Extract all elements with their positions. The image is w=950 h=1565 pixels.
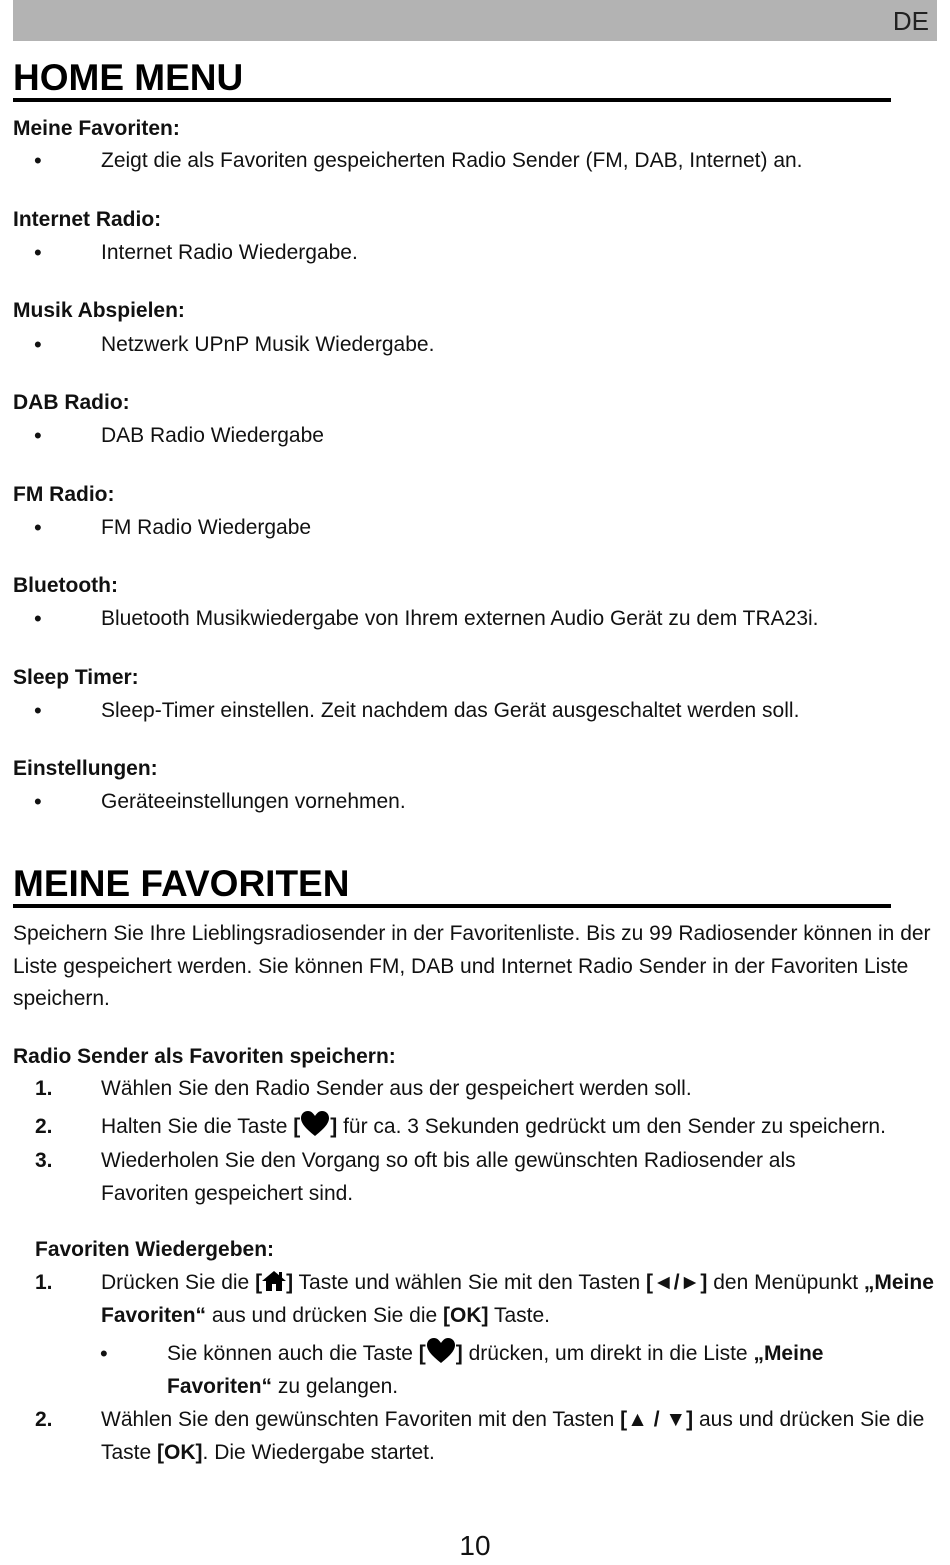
bracket: [ [418, 1342, 426, 1365]
item-desc: Geräteeinstellungen vornehmen. [101, 790, 406, 813]
step-text-part: den Menüpunkt [707, 1271, 864, 1294]
step-text-part: Halten Sie die Taste [101, 1115, 294, 1138]
step-number: 2. [35, 1408, 53, 1431]
item-desc: Sleep-Timer einstellen. Zeit nachdem das Gerät ausgeschaltet werden soll. [101, 699, 800, 722]
bracket: ] [455, 1342, 463, 1365]
item-title: Musik Abspielen: [13, 299, 185, 322]
bullet-icon: • [34, 148, 42, 173]
item-desc: Internet Radio Wiedergabe. [101, 241, 358, 264]
heart-icon [300, 1111, 330, 1137]
bullet-icon: • [34, 332, 42, 357]
step-text [101, 1404, 936, 1469]
save-section-title: Radio Sender als Favoriten speichern: [13, 1045, 396, 1068]
step-number: 2. [35, 1115, 53, 1138]
bullet-icon: • [34, 698, 42, 723]
step-text: Wählen Sie den Radio Sender aus der gespeichert werden soll. [101, 1077, 692, 1100]
bullet-icon: • [34, 789, 42, 814]
menu-name: „Meine Favoriten“ [101, 1271, 934, 1327]
item-desc: Zeigt die als Favoriten gespeicherten Radio Sender (FM, DAB, Internet) an. [101, 149, 803, 172]
item-title: Sleep Timer: [13, 666, 139, 689]
ok-key: [OK] [443, 1303, 489, 1327]
bullet-icon: • [34, 423, 42, 448]
bullet-icon: • [100, 1341, 108, 1366]
arrow-keys: [▲ / ▼] [620, 1408, 694, 1431]
item-title: Meine Favoriten: [13, 117, 180, 140]
favorites-intro: Speichern Sie Ihre Lieblingsradiosender in der Favoritenliste. Bis zu 99 Radiosender können in der Liste gespeichert werden. Sie können FM, DAB und Internet Radio Sender in der Favoriten Liste speichern. [13, 922, 931, 1010]
step-text [101, 1111, 936, 1144]
bracket: ] [286, 1271, 294, 1294]
bracket: [ [293, 1115, 301, 1138]
favorites-heading: MEINE FAVORITEN [13, 864, 891, 908]
step-text-part: . Die Wiedergabe startet. [202, 1440, 435, 1464]
page-number: 10 [459, 1530, 491, 1561]
item-desc: Netzwerk UPnP Musik Wiedergabe. [101, 333, 435, 356]
step-text: Wiederholen Sie den Vorgang so oft bis alle gewünschten Radiosender als Favoriten gespeichert sind. [101, 1149, 796, 1205]
step-number: 1. [35, 1271, 53, 1294]
item-title: Internet Radio: [13, 208, 162, 231]
step-text-part: aus und drücken Sie die Taste [101, 1408, 925, 1464]
bullet-icon: • [34, 606, 42, 631]
step-text-part: aus und drücken Sie die [206, 1303, 444, 1327]
step-text-part: zu gelangen. [272, 1375, 399, 1398]
item-desc: DAB Radio Wiedergabe [101, 424, 324, 447]
step-text-part: Sie können auch die Taste [167, 1342, 419, 1365]
language-label: DE [892, 6, 929, 36]
item-title: FM Radio: [13, 483, 115, 506]
arrow-keys: [◄/►] [646, 1271, 708, 1294]
step-text-part: Wählen Sie den gewünschten Favoriten mit den Tasten [101, 1408, 621, 1431]
item-desc: FM Radio Wiedergabe [101, 516, 312, 539]
sub-text [167, 1337, 887, 1403]
step-number: 1. [35, 1077, 53, 1100]
step-number: 3. [35, 1149, 53, 1172]
bracket: ] [330, 1115, 338, 1138]
header-bar [13, 0, 937, 41]
step-text [101, 1267, 936, 1332]
item-title: Einstellungen: [13, 757, 158, 780]
bullet-icon: • [34, 240, 42, 265]
item-desc: Bluetooth Musikwiedergabe von Ihrem externen Audio Gerät zu dem TRA23i. [101, 607, 819, 630]
step-text-part: drücken, um direkt in die Liste [462, 1342, 754, 1365]
home-icon [262, 1271, 286, 1291]
step-text-part: für ca. 3 Sekunden gedrückt um den Sender zu speichern. [337, 1115, 886, 1138]
step-text-part: Taste und wählen Sie mit den Tasten [293, 1271, 647, 1294]
step-text-part: Drücken Sie die [101, 1271, 256, 1294]
bullet-icon: • [34, 515, 42, 540]
ok-key: [OK] [157, 1440, 203, 1464]
item-title: Bluetooth: [13, 574, 118, 597]
bracket: [ [255, 1271, 263, 1294]
home-menu-heading: HOME MENU [13, 58, 891, 102]
play-section-title: Favoriten Wiedergeben: [35, 1238, 275, 1261]
menu-name: „Meine Favoriten“ [167, 1342, 824, 1398]
heart-icon [426, 1338, 456, 1364]
item-title: DAB Radio: [13, 391, 130, 414]
step-text-part: Taste. [488, 1303, 551, 1327]
